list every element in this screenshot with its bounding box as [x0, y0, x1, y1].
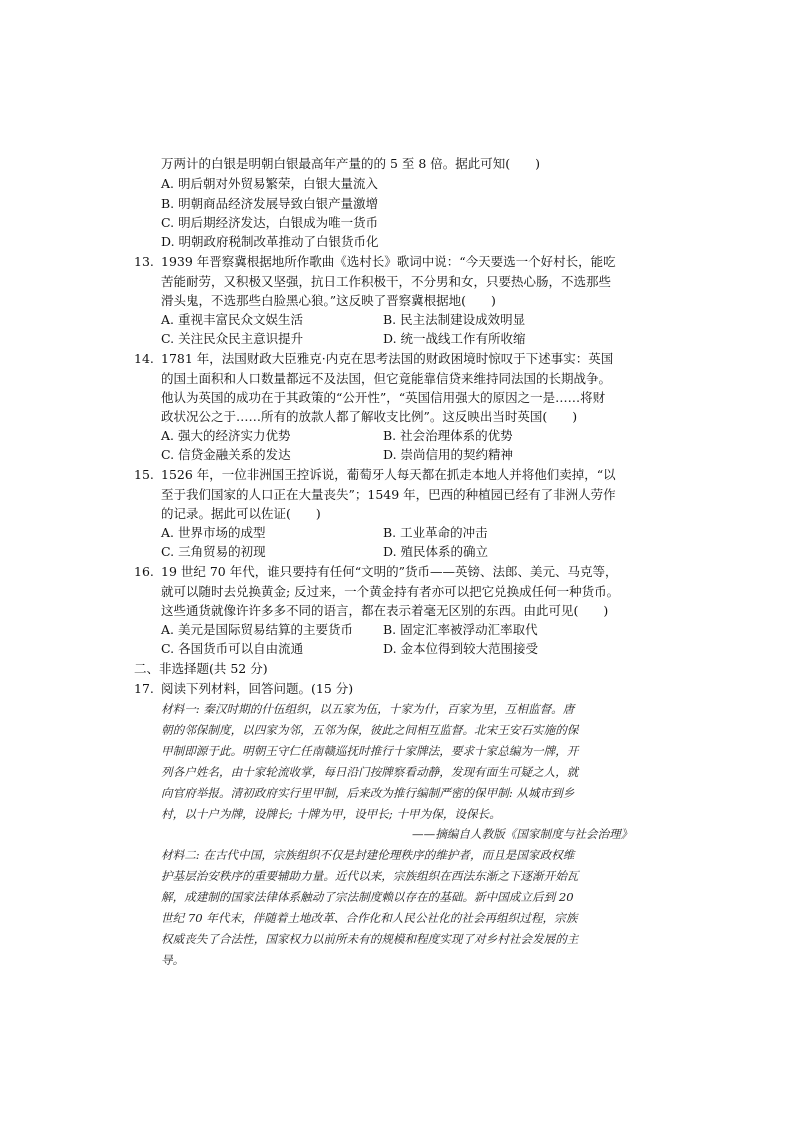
- q14-option-b: B. 社会治理体系的优势: [383, 428, 513, 443]
- q17-material2-line-3: 解，成建制的国家法律体系触动了宗法制度赖以存在的基础。新中国成立后到 20: [161, 890, 574, 904]
- q13-option-b: B. 民主法制建设成效明显: [383, 312, 526, 327]
- q17-intro: 阅读下列材料，回答问题。(15 分): [161, 681, 354, 696]
- q14-line-4: 政状况公之于……所有的放款人都了解收支比例”。这反映出当时英国( ): [161, 409, 578, 424]
- q17-material1-line-2: 朝的邻保制度，以四家为邻，五邻为保，彼此之间相互监督。北宋王安石实施的保: [161, 723, 579, 737]
- q15-option-d: D. 殖民体系的确立: [383, 544, 489, 559]
- q14-option-d: D. 崇尚信用的契约精神: [383, 447, 514, 462]
- q15-options-row-2: [161, 542, 681, 561]
- q13-option-c: C. 关注民众民主意识提升: [161, 331, 304, 346]
- q13-options-row-1: [161, 310, 681, 329]
- q17-material2-line-6: 导。: [161, 953, 185, 967]
- q16-line-1: 19 世纪 70 年代，谁只要持有任何“文明的”货币——英镑、法郎、美元、马克等，: [161, 564, 618, 579]
- q12-option-c: C. 明后期经济发达，白银成为唯一货币: [161, 215, 379, 230]
- q13-number: 13.: [134, 254, 154, 269]
- q14-option-c: C. 信贷金融关系的发达: [161, 447, 291, 462]
- q16-option-a: A. 美元是国际贸易结算的主要货币: [161, 622, 353, 637]
- q15-option-b: B. 工业革命的冲击: [383, 525, 488, 540]
- q15-option-a: A. 世界市场的成型: [161, 525, 266, 540]
- q16-number: 16.: [134, 564, 154, 579]
- q14-options-row-2: [161, 445, 681, 464]
- q16-option-c: C. 各国货币可以自由流通: [161, 641, 304, 656]
- q14-option-a: A. 强大的经济实力优势: [161, 428, 291, 443]
- q15-number: 15.: [134, 467, 154, 482]
- q14-options-row-1: [161, 426, 681, 445]
- q17-source1: ——摘编自人教版《国家制度与社会治理》: [412, 827, 633, 841]
- q12-option-d: D. 明朝政府税制改革推动了白银货币化: [161, 234, 379, 249]
- q16-line-3: 这些通货就像许许多多不同的语言，都在表示着毫无区别的东西。由此可见( ): [161, 603, 609, 618]
- q13-option-d: D. 统一战线工作有所收缩: [383, 331, 526, 346]
- q13-line-3: 滑头鬼，不选那些白脸黑心狼。”这反映了晋察冀根据地( ): [161, 293, 496, 308]
- q16-line-2: 就可以随时去兑换黄金; 反过来，一个黄金持有者亦可以把它兑换成任何一种货币。: [161, 584, 620, 599]
- q12-option-a: A. 明后朝对外贸易繁荣，白银大量流入: [161, 176, 378, 191]
- q17-material1-line-6: 村，以十户为牌，设牌长; 十牌为甲，设甲长; 十甲为保，设保长。: [161, 807, 501, 821]
- q15-line-1: 1526 年，一位非洲国王控诉说，葡萄牙人每天都在抓走本地人并将他们卖掉，“以: [161, 467, 616, 482]
- q13-line-1: 1939 年晋察冀根据地所作歌曲《选村长》歌词中说：“今天要选一个好村长，能吃: [161, 254, 616, 269]
- q14-line-3: 他认为英国的成功在于其政策的“公开性”，“英国信用强大的原因之一是……将财: [161, 390, 606, 405]
- section-heading: 二、非选择题(共 52 分): [134, 661, 268, 676]
- q17-material2-line-5: 权威丧失了合法性，国家权力以前所未有的规模和程度实现了对乡村社会发展的主: [161, 932, 579, 946]
- q16-options-row-2: [161, 639, 681, 658]
- q14-number: 14.: [134, 351, 154, 366]
- q14-line-2: 的国土面积和人口数量都远不及法国，但它竟能靠信贷来维持同法国的长期战争。: [161, 371, 612, 386]
- q17-material1-line-4: 列各户姓名，由十家轮流收掌，每日沿门按牌察看动静，发现有面生可疑之人，就: [161, 765, 579, 779]
- q17-material1-line-5: 向官府举报。清初政府实行里甲制，后来改为推行编制严密的保甲制: 从城市到乡: [161, 786, 575, 800]
- q16-option-d: D. 金本位得到较大范围接受: [383, 641, 539, 656]
- q16-options-row-1: [161, 620, 681, 639]
- q17-material1-line-1: 材料一: 秦汉时期的什伍组织，以五家为伍，十家为什，百家为里，互相监督。唐: [161, 702, 575, 716]
- q15-option-c: C. 三角贸易的初现: [161, 544, 266, 559]
- q15-line-2: 至于我们国家的人口正在大量丧失”；1549 年，巴西的种植园已经有了非洲人劳作: [161, 487, 616, 502]
- q15-line-3: 的记录。据此可以佐证( ): [161, 506, 321, 521]
- q13-options-row-2: [161, 329, 681, 348]
- q14-line-1: 1781 年，法国财政大臣雅克·内克在思考法国的财政困境时惊叹于下述事实：英国: [161, 351, 614, 366]
- q15-options-row-1: [161, 523, 681, 542]
- q12-option-b: B. 明朝商品经济发展导致白银产量激增: [161, 196, 379, 211]
- q17-material1-line-3: 甲制即源于此。明朝王守仁任南赣巡抚时推行十家牌法，要求十家总编为一牌，开: [161, 744, 579, 758]
- q17-material2-line-1: 材料二: 在古代中国，宗族组织不仅是封建伦理秩序的维护者，而且是国家政权维: [161, 848, 575, 862]
- q17-material2-line-2: 护基层治安秩序的重要辅助力量。近代以来，宗族组织在西法东渐之下逐渐开始瓦: [161, 869, 579, 883]
- q13-line-2: 苦能耐劳，又积极又坚强，抗日工作积极干，不分男和女，只要热心肠，不选那些: [161, 274, 612, 289]
- q17-number: 17.: [134, 681, 154, 696]
- q17-material2-line-4: 世纪 70 年代末，伴随着土地改革、合作化和人民公社化的社会再组织过程，宗族: [161, 911, 578, 925]
- q16-option-b: B. 固定汇率被浮动汇率取代: [383, 622, 538, 637]
- q12-tail: 万两计的白银是明朝白银最高年产量的的 5 至 8 倍。据此可知( ): [161, 156, 541, 171]
- q13-option-a: A. 重视丰富民众文娱生活: [161, 312, 303, 327]
